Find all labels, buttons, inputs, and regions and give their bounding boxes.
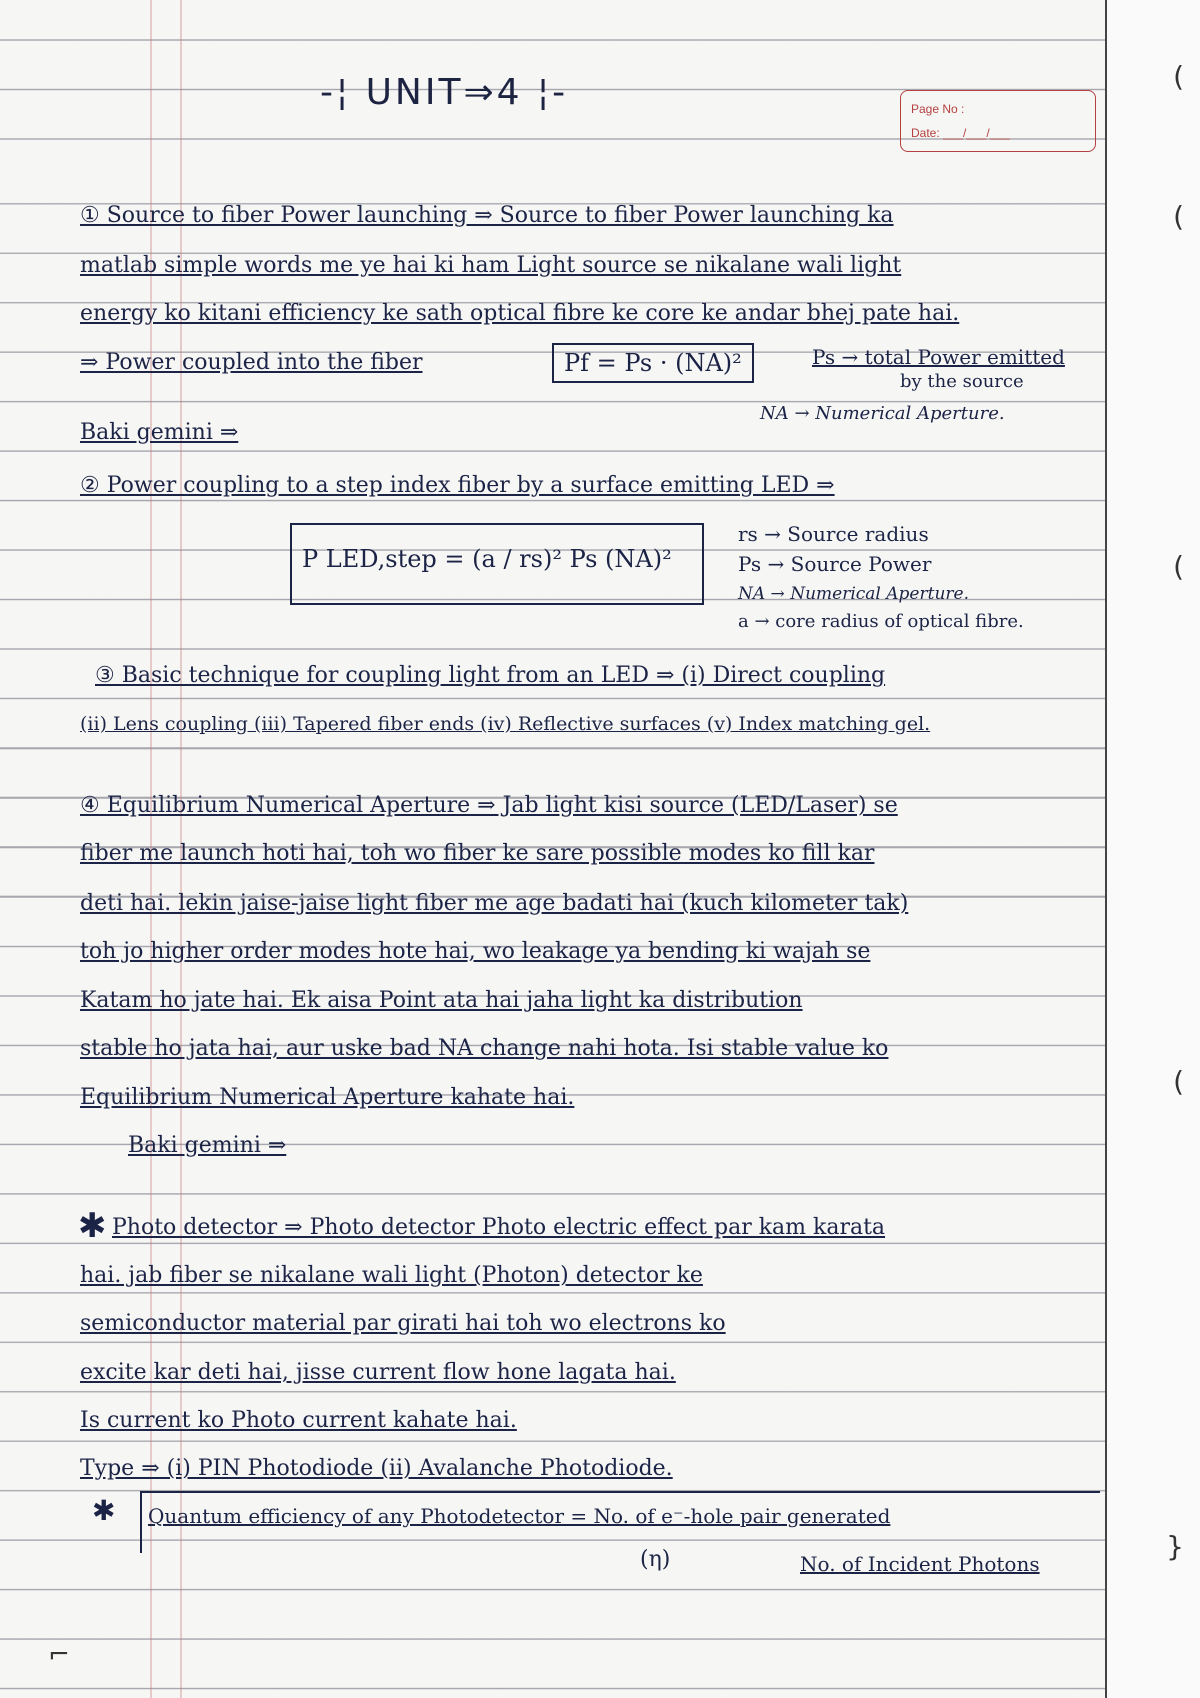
corner-mark: ⌐ [48,1640,70,1670]
eta-symbol: (η) [640,1547,671,1572]
text-line: Quantum efficiency of any Photodetector = No. of e⁻-hole pair generated [148,1504,891,1528]
next-page-edge [1105,0,1200,1698]
edge-mark: ( [1173,1065,1184,1098]
formula-note: a → core radius of optical fibre. [738,611,1024,632]
text-line: Equilibrium Numerical Aperture kahate hai. [80,1085,575,1110]
text-line: Is current ko Photo current kahate hai. [80,1408,517,1433]
text-line: No. of Incident Photons [800,1552,1040,1576]
edge-mark: ( [1173,550,1184,583]
formula-note: NA → Numerical Aperture. [760,403,1005,424]
text-line: ② Power coupling to a step index fiber by a surface emitting LED ⇒ [80,473,835,498]
text-line: (ii) Lens coupling (iii) Tapered fiber ends (iv) Reflective surfaces (v) Index matching gel. [80,713,931,735]
text-line: semiconductor material par girati hai toh wo electrons ko [80,1311,726,1336]
text-line: fiber me launch hoti hai, toh wo fiber ke sare possible modes ko fill kar [80,841,875,866]
edge-mark: ( [1173,200,1184,233]
text-line: toh jo higher order modes hote hai, wo leakage ya bending ki wajah se [80,939,871,964]
edge-mark: } [1166,1530,1184,1563]
text-line: matlab simple words me ye hai ki ham Light source se nikalane wali light [80,253,902,278]
text-line: stable ho jata hai, aur uske bad NA change nahi hota. Isi stable value ko [80,1036,889,1061]
page-no-label: Page No : [911,102,965,116]
text-line: hai. jab fiber se nikalane wali light (Photon) detector ke [80,1263,703,1288]
text-line: ③ Basic technique for coupling light from an LED ⇒ (i) Direct coupling [95,663,886,688]
text-line: Katam ho jate hai. Ek aisa Point ata hai jaha light ka distribution [80,988,803,1013]
formula-note: Ps → total Power emitted [812,345,1065,369]
formula-note: Ps → Source Power [738,552,932,576]
page-number-box [900,90,1096,152]
text-line: Type ⇒ (i) PIN Photodiode (ii) Avalanche Photodiode. [80,1456,673,1481]
text-line: ⇒ Power coupled into the fiber [80,350,423,375]
formula-led-step: P LED,step = (a / rs)² Ps (NA)² [290,523,704,605]
asterisk-icon: ✱ [92,1494,116,1527]
formula-note: rs → Source radius [738,522,929,546]
formula-power-coupled: Pf = Ps · (NA)² [552,343,754,383]
text-line: Photo detector ⇒ Photo detector Photo electric effect par kam karata [112,1215,886,1240]
text-line: Baki gemini ⇒ [128,1133,287,1158]
asterisk-icon: ✱ [78,1206,107,1246]
text-line: ① Source to fiber Power launching ⇒ Source to fiber Power launching ka [80,203,894,228]
text-line: excite kar deti hai, jisse current flow hone lagata hai. [80,1360,676,1385]
text-line: energy ko kitani efficiency ke sath optical fibre ke core ke andar bhej pate hai. [80,301,960,326]
formula-note: NA → Numerical Aperture. [738,584,969,604]
date-label: Date: ___/___/___ [911,126,1010,140]
formula-note: by the source [900,371,1024,392]
text-line: ④ Equilibrium Numerical Aperture ⇒ Jab light kisi source (LED/Laser) se [80,793,898,818]
page-title: -¦ UNIT⇒4 ¦- [320,72,569,113]
text-line: Baki gemini ⇒ [80,420,239,445]
text-line: deti hai. lekin jaise-jaise light fiber me age badati hai (kuch kilometer tak) [80,891,909,916]
edge-mark: ( [1173,60,1184,93]
